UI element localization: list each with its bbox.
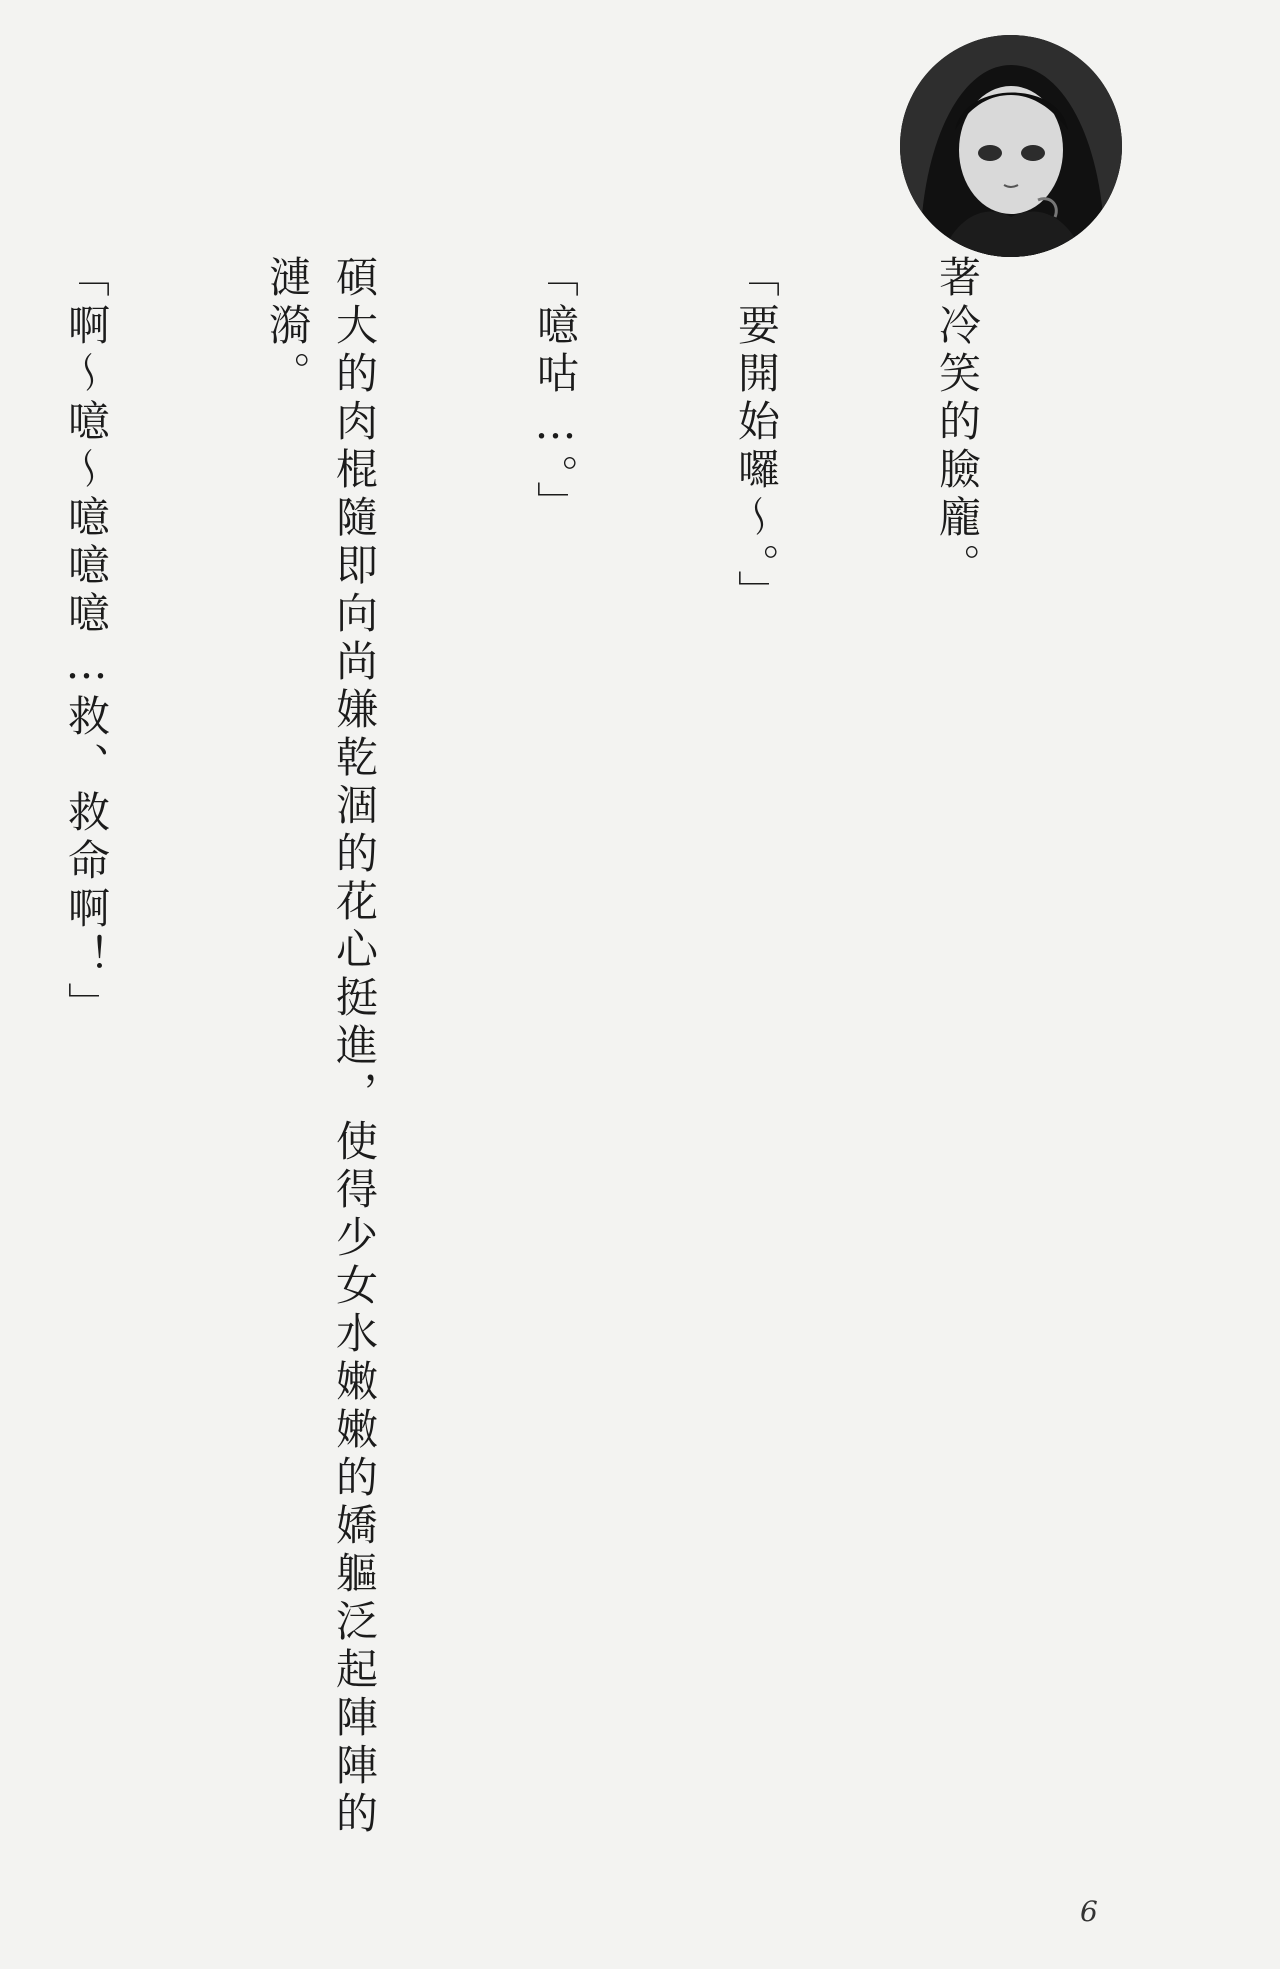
page-number: 6 xyxy=(1080,1895,1098,1928)
text-line: 「啊～噫～噫噫噫…救、救命啊！」 xyxy=(62,255,111,1030)
vertical-text-body xyxy=(62,255,1125,1855)
text-line: 「噫咕…。」 xyxy=(531,255,580,529)
text-line: 「要開始囉～。」 xyxy=(732,255,781,618)
portrait-illustration xyxy=(900,35,1122,257)
text-line: 碩大的肉棍隨即向尚嫌乾涸的花心挺進，使得少女水嫩嫩的嬌軀泛起陣陣的漣漪。 xyxy=(263,255,379,1839)
anime-girl-portrait-icon xyxy=(900,35,1122,257)
text-line: 著冷笑的臉龐。 xyxy=(933,255,982,591)
